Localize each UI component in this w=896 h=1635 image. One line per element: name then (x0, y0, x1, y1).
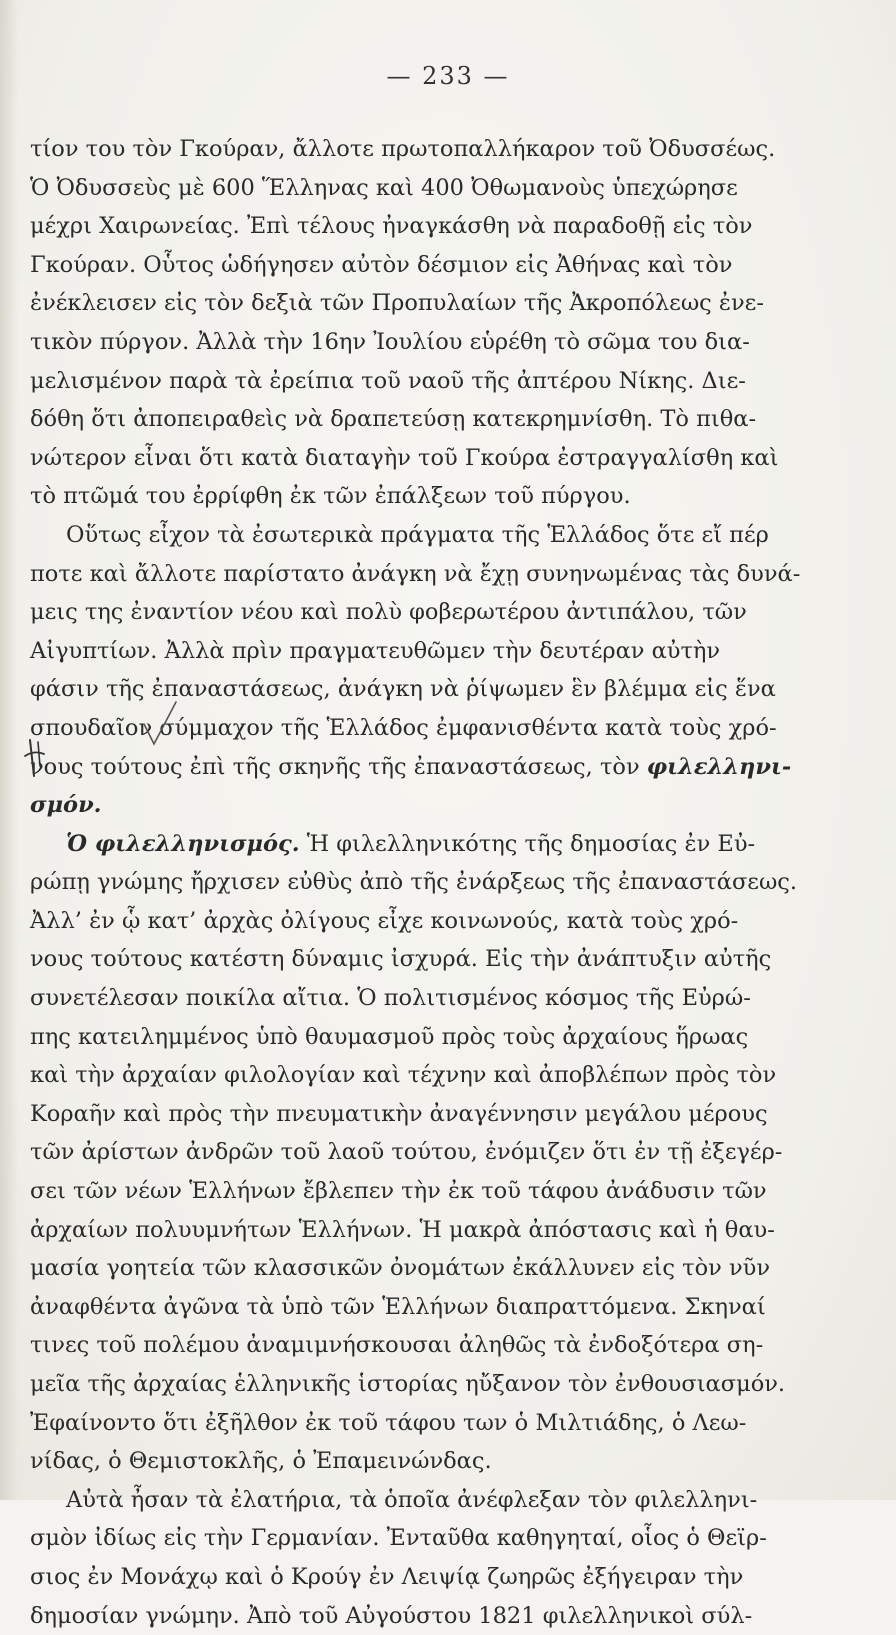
line-text: νους τούτους ἐπὶ τῆς σκηνῆς τῆς ἐπαναστάσεως, τὸν (30, 753, 647, 780)
page-number: — 233 — (386, 62, 510, 90)
line-text: τὸ πτῶμά του ἐρρίφθη ἐκ τῶν ἐπάλξεων τοῦ πύργου. (30, 483, 631, 510)
line-text: τικὸν πύργον. Ἀλλὰ τὴν 16ην Ἰουλίου εὑρέθη τὸ σῶμα του δια- (30, 328, 750, 355)
text-line (30, 709, 775, 748)
text-line (30, 786, 775, 825)
text-line (30, 902, 775, 941)
emphasized-term: σμόν. (30, 792, 102, 819)
line-text: φάσιν τῆς ἐπαναστάσεως, ἀνάγκη νὰ ῥίψωμεν ἓν βλέμμα εἰς ἕνα (30, 676, 776, 703)
text-line (30, 1056, 775, 1095)
line-text: μέχρι Χαιρωνείας. Ἐπὶ τέλους ἠναγκάσθη νὰ παραδοθῇ εἰς τὸν (30, 213, 753, 240)
line-text: σιος ἐν Μονάχῳ καὶ ὁ Κρούγ ἐν Λειψίᾳ ζωηρῶς ἐξήγειραν τὴν (30, 1563, 744, 1590)
text-line (30, 1365, 786, 1404)
line-text: μελισμένον παρὰ τὰ ἐρείπια τοῦ ναοῦ τῆς ἀπτέρου Νίκης. Διε- (30, 367, 746, 394)
text-line (30, 439, 779, 478)
text-line (30, 1095, 775, 1134)
line-text: τίον του τὸν Γκούραν, ἄλλοτε πρωτοπαλλήκαρον τοῦ Ὀδυσσέως. (30, 136, 776, 162)
line-text: συνετέλεσαν ποικίλα αἴτια. Ὁ πολιτισμένος κόσμος τῆς Εὐρώ- (30, 985, 751, 1012)
text-line (30, 593, 775, 632)
line-text: μασία γοητεία τῶν κλασσικῶν ὀνομάτων ἐκάλλυνεν εἰς τὸν νῦν (30, 1255, 771, 1282)
line-text: Ἐφαίνοντο ὅτι ἐξῆλθον ἐκ τοῦ τάφου των ὁ Μιλτιάδης, ὁ Λεω- (30, 1409, 747, 1436)
text-line (30, 169, 775, 208)
line-text: νίδας, ὁ Θεμιστοκλῆς, ὁ Ἐπαμεινώνδας. (30, 1448, 492, 1475)
text-line (30, 1288, 775, 1327)
line-text: ἀρχαίων πολυυμνήτων Ἑλλήνων. Ἡ μακρὰ ἀπόστασις καὶ ἡ θαυ- (30, 1216, 775, 1243)
line-text: τινες τοῦ πολέμου ἀναμιμνήσκουσαι ἀληθῶς τὰ ἐνδοξότερα ση- (30, 1332, 764, 1359)
text-line (30, 1326, 775, 1365)
line-text: μεῖα τῆς ἀρχαίας ἑλληνικῆς ἱστορίας ηὔξανον τὸν ἐνθουσιασμόν. (30, 1371, 786, 1397)
text-line (30, 1442, 775, 1481)
line-text: Ἀλλ’ ἐν ᾧ κατ’ ἀρχὰς ὀλίγους εἶχε κοινωνούς, κατὰ τοὺς χρό- (30, 907, 739, 934)
text-line (30, 477, 775, 516)
text-line (30, 1404, 775, 1443)
line-text: ποτε καὶ ἄλλοτε παρίστατο ἀνάγκη νὰ ἔχῃ συνηνωμένας τὰς δυνά- (30, 560, 801, 587)
line-text: τῶν ἀρίστων ἀνδρῶν τοῦ λαοῦ τούτου, ἐνόμιζεν ὅτι ἐν τῇ ἐξεγέρ- (30, 1139, 783, 1166)
text-line (30, 1133, 783, 1172)
text-line (30, 246, 775, 285)
emphasized-term: φιλελληνι- (646, 753, 792, 780)
line-text: Αὐτὰ ἦσαν τὰ ἐλατήρια, τὰ ὁποῖα ἀνέφλεξαν τὸν φιλελληνι- (66, 1486, 758, 1513)
line-text: καὶ τὴν ἀρχαίαν φιλολογίαν καὶ τέχνην καὶ ἀποβλέπων πρὸς τὸν (30, 1062, 777, 1089)
line-text: Ὁ Ὀδυσσεὺς μὲ 600 Ἕλληνας καὶ 400 Ὀθωμανοὺς ὑπεχώρησε (30, 174, 738, 201)
text-line (30, 130, 775, 169)
line-text: σει τῶν νέων Ἑλλήνων ἔβλεπεν τὴν ἐκ τοῦ τάφου ἀνάδυσιν τῶν (30, 1178, 767, 1205)
text-line (30, 632, 775, 671)
text-line (30, 748, 792, 787)
line-text: ἐνέκλεισεν εἰς τὸν δεξιὰ τῶν Προπυλαίων τῆς Ἀκροπόλεως ἐνε- (30, 290, 764, 317)
line-text: Γκούραν. Οὗτος ὡδήγησεν αὐτὸν δέσμιον εἰς Ἀθήνας καὶ τὸν (30, 251, 733, 278)
text-line (30, 555, 801, 594)
text-line (30, 362, 775, 401)
line-text: σπουδαῖον σύμμαχον τῆς Ἑλλάδος ἐμφανισθέντα κατὰ τοὺς χρό- (30, 714, 777, 741)
text-line (30, 670, 775, 709)
line-text: δημοσίαν γνώμην. Ἀπὸ τοῦ Αὐγούστου 1821 φιλελληνικοὶ σύλ- (30, 1602, 753, 1629)
line-text: πης κατειλημμένος ὑπὸ θαυμασμοῦ πρὸς τοὺς ἀρχαίους ἥρωας (30, 1023, 749, 1050)
line-text: μεις της ἐναντίον νέου καὶ πολὺ φοβερωτέρου ἀντιπάλου, τῶν (30, 599, 747, 626)
text-line (30, 1172, 775, 1211)
text-line (30, 207, 775, 246)
text-line (30, 1597, 775, 1635)
line-text: δόθη ὅτι ἀποπειραθεὶς νὰ δραπετεύσῃ κατεκρημνίσθη. Τὸ πιθα- (30, 406, 757, 433)
text-line (30, 863, 798, 902)
text-line (30, 825, 775, 864)
text-line (30, 979, 775, 1018)
line-text: Ἡ φιλελληνικότης τῆς δημοσίας ἐν Εὐ- (299, 830, 756, 857)
body-text (30, 130, 801, 1635)
text-line (30, 1481, 775, 1520)
section-heading: Ὁ φιλελληνισμός. (66, 830, 300, 857)
text-line (30, 1018, 775, 1057)
text-line (30, 940, 775, 979)
text-line (30, 1558, 775, 1597)
line-text: Αἰγυπτίων. Ἀλλὰ πρὶν πραγματευθῶμεν τὴν δευτέραν αὐτὴν (30, 637, 721, 664)
text-line (30, 516, 775, 555)
line-text: σμὸν ἰδίως εἰς τὴν Γερμανίαν. Ἐνταῦθα καθηγηταί, οἷος ὁ Θεϊρ- (30, 1525, 767, 1552)
line-text: Κοραῆν καὶ πρὸς τὴν πνευματικὴν ἀναγέννησιν μεγάλου μέρους (30, 1100, 768, 1127)
text-line (30, 284, 775, 323)
binding-shadow (0, 0, 18, 1500)
line-text: νώτερον εἶναι ὅτι κατὰ διαταγὴν τοῦ Γκούρα ἐστραγγαλίσθη καὶ (30, 444, 779, 471)
text-line (30, 400, 775, 439)
text-line (30, 1519, 775, 1558)
line-text: ρώπῃ γνώμης ἤρχισεν εὐθὺς ἀπὸ τῆς ἐνάρξεως τῆς ἐπαναστάσεως. (30, 869, 798, 896)
line-text: ἀναφθέντα ἀγῶνα τὰ ὑπὸ τῶν Ἑλλήνων διαπραττόμενα. Σκηναί (30, 1293, 766, 1320)
text-line (30, 1249, 775, 1288)
text-line (30, 1211, 775, 1250)
text-line (30, 323, 775, 362)
line-text: Οὕτως εἶχον τὰ ἐσωτερικὰ πράγματα τῆς Ἑλλάδος ὅτε εἴ πέρ (66, 521, 769, 548)
line-text: νους τούτους κατέστη δύναμις ἰσχυρά. Εἰς τὴν ἀνάπτυξιν αὐτῆς (30, 946, 772, 973)
